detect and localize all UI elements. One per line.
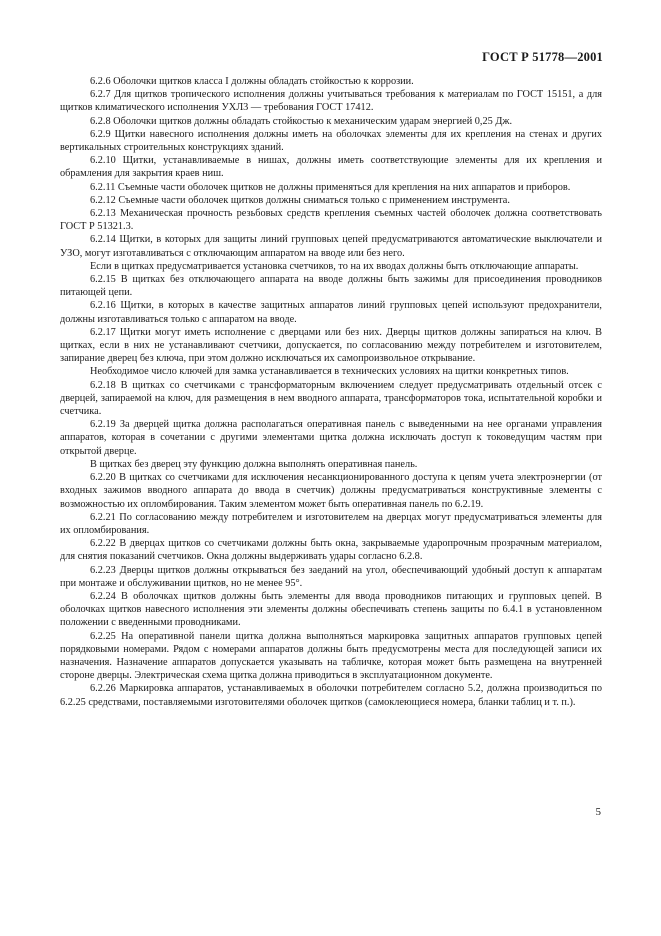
paragraph: 6.2.21 По согласованию между потребителем и изготовителем на дверцах могут предусматриваться элементы для их опломбирования. bbox=[60, 511, 602, 536]
paragraph: Если в щитках предусматривается установка счетчиков, то на их вводах должны быть отключающие аппараты. bbox=[90, 260, 579, 272]
page-number: 5 bbox=[595, 806, 601, 818]
paragraph: 6.2.9 Щитки навесного исполнения должны иметь на оболочках элементы для их крепления на стенах и других вертикальных строительных конструкциях зданий. bbox=[60, 128, 602, 154]
paragraph: 6.2.17 Щитки могут иметь исполнение с дверцами или без них. Дверцы щитков должны запираться на ключ. В щитках, если в них не устанавливают счетчики, допускается, по согласованию между потребителем и изготовителем, запирание дверец без ключа, при этом должно исключаться их самопроизвольное открывание. bbox=[60, 326, 602, 365]
paragraph: 6.2.16 Щитки, в которых в качестве защитных аппаратов линий групповых цепей используют предохранители, должны изготавливаться только с аппаратом на вводе. bbox=[60, 300, 602, 325]
paragraph: 6.2.7 Для щитков тропического исполнения должны учитываться требования к материалам по ГОСТ 15151, а для щитков климатического исполнения УХЛ3 — требования ГОСТ 17412. bbox=[60, 89, 602, 114]
paragraph: 6.2.10 Щитки, устанавливаемые в нишах, должны иметь соответствующие элементы для их крепления и обрамления для закрытия краев ниш. bbox=[60, 155, 602, 180]
paragraph: 6.2.20 В щитках со счетчиками для исключения несанкционированного доступа к цепям учета электроэнергии (от входных зажимов вводного аппарата до ввода в счетчик) должны предусматриваться конструктивные элементы с возможностью их опломбирования. Таким элементом может быть оперативная панель по 6.2.19. bbox=[60, 472, 602, 510]
paragraph: 6.2.23 Дверцы щитков должны открываться без заеданий на угол, обеспечивающий удобный доступ к аппаратам при монтаже и обслуживании щитков, но не менее 95°. bbox=[60, 564, 602, 589]
paragraph: В щитках без дверец эту функцию должна выполнять оперативная панель. bbox=[90, 458, 418, 470]
paragraph: 6.2.26 Маркировка аппаратов, устанавливаемых в оболочки потребителем согласно 5.2, должна производиться по 6.2.25 средствами, поставляемыми изготовителями оболочек щитков (самоклеющиеся номера, бланки таблиц и т. п.). bbox=[60, 683, 602, 708]
paragraph: 6.2.15 В щитках без отключающего аппарата на вводе должны быть зажимы для присоединения проводников питающей цепи. bbox=[60, 274, 602, 299]
paragraph: 6.2.12 Съемные части оболочек щитков должны сниматься только с применением инструмента. bbox=[90, 194, 510, 206]
paragraph: 6.2.11 Съемные части оболочек щитков не должны применяться для крепления на них аппаратов и приборов. bbox=[90, 181, 571, 193]
document-body bbox=[60, 75, 602, 709]
paragraph: Необходимое число ключей для замка устанавливается в технических условиях на щитки конкретных типов. bbox=[90, 366, 569, 378]
paragraph: 6.2.22 В дверцах щитков со счетчиками должны быть окна, закрываемые ударопрочным прозрачным материалом, для снятия показаний счетчиков. Окна должны выдерживать удары согласно 6.2.8. bbox=[60, 538, 602, 563]
paragraph: 6.2.8 Оболочки щитков должны обладать стойкостью к механическим ударам энергией 0,25 Дж. bbox=[90, 115, 513, 127]
paragraph: 6.2.6 Оболочки щитков класса I должны обладать стойкостью к коррозии. bbox=[90, 76, 414, 87]
document-header: ГОСТ Р 51778—2001 bbox=[482, 50, 603, 64]
paragraph: 6.2.14 Щитки, в которых для защиты линий групповых цепей предусматриваются автоматические выключатели и УЗО, могут изготавливаться с отключающим аппаратом на вводе или без него. bbox=[60, 234, 602, 259]
paragraph: 6.2.13 Механическая прочность резьбовых средств крепления съемных частей оболочек должна соответствовать ГОСТ Р 51321.3. bbox=[60, 208, 602, 233]
paragraph: 6.2.19 За дверцей щитка должна располагаться оперативная панель с выведенными на нее органами управления аппаратов, которая в сочетании с другими элементами щитка должна исключать доступ к токоведущим частям при открытой дверце. bbox=[60, 419, 602, 457]
paragraph: 6.2.18 В щитках со счетчиками с трансформаторным включением следует предусматривать отдельный отсек с дверцей, запираемой на ключ, для размещения в нем вводного аппарата, трансформаторов тока, испытательной коробки и счетчика. bbox=[60, 379, 602, 418]
paragraph: 6.2.25 На оперативной панели щитка должна выполняться маркировка защитных аппаратов групповых цепей порядковыми номерами. Рядом с номерами аппаратов должны быть предусмотрены места для последующей записи их назначения. Назначение аппаратов допускается указывать на табличке, которая может быть размещена на внутренней стороне дверцы. Электрическая схема щитка должна приводиться в эксплуатационном документе. bbox=[60, 630, 602, 682]
paragraph: 6.2.24 В оболочках щитков должны быть элементы для ввода проводников питающих и групповых цепей. В оболочках щитков навесного исполнения эти элементы должны обеспечивать степень защиты по 6.4.1 в установленном положении с введенными проводниками. bbox=[60, 590, 602, 629]
